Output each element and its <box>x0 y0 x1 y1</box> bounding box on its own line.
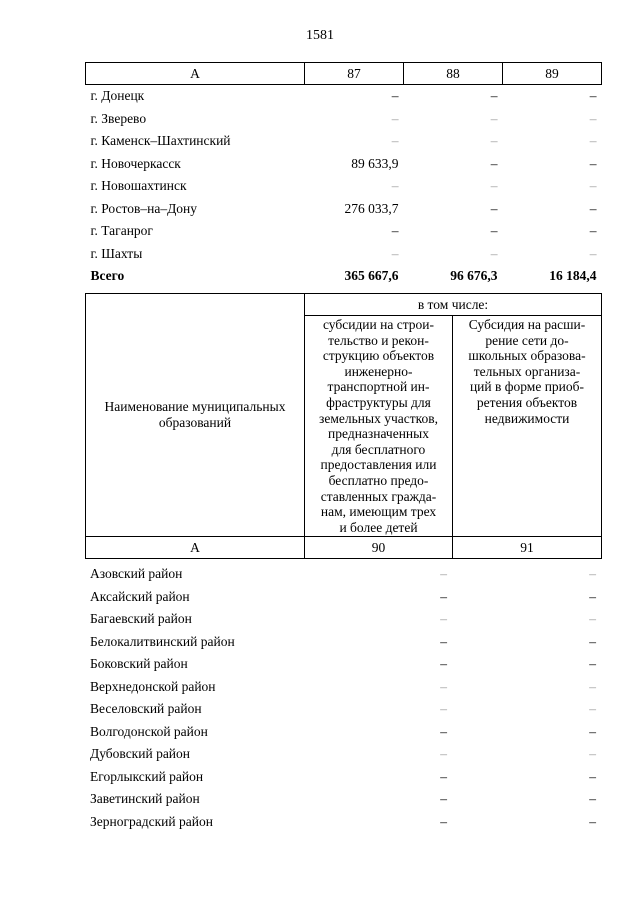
row-value: – <box>391 178 399 194</box>
row-value: – <box>490 178 498 194</box>
table-row <box>85 811 601 834</box>
row-name: Всего <box>90 268 125 284</box>
row-value: – <box>589 791 596 807</box>
row-value: – <box>490 223 498 239</box>
col1-description <box>305 316 453 537</box>
row-value: 16 184,4 <box>549 268 597 284</box>
row-name: Аксайский район <box>90 588 190 604</box>
row-value: – <box>440 566 447 582</box>
table-row <box>86 108 602 131</box>
description-line: нам, имеющим трех <box>320 504 437 520</box>
row-value: – <box>589 768 596 784</box>
description-line: транспортной ин- <box>327 379 430 395</box>
row-name: г. Новошахтинск <box>90 178 187 194</box>
municipality-header <box>86 294 305 537</box>
col-header-90: 90 <box>305 537 453 559</box>
row-name: г. Каменск–Шахтинский <box>90 133 231 149</box>
table-row <box>85 743 601 766</box>
row-value: – <box>490 245 498 261</box>
description-line: тельных организа- <box>473 363 581 379</box>
row-name: г. Таганрог <box>90 223 153 239</box>
description-line: школьных образова- <box>468 348 586 364</box>
row-value: – <box>440 701 447 717</box>
row-value: – <box>490 110 498 126</box>
row-value: 89 633,9 <box>351 155 399 171</box>
description-line: тельство и рекон- <box>328 332 429 348</box>
description-line: земельных участков, <box>319 410 438 426</box>
row-value: – <box>589 611 596 627</box>
row-value: – <box>391 245 399 261</box>
row-value: – <box>440 813 447 829</box>
row-name: Дубовский район <box>90 746 191 762</box>
page-number: 1581 <box>306 28 334 43</box>
row-value: – <box>589 678 596 694</box>
row-value: – <box>589 701 596 717</box>
row-value: – <box>440 768 447 784</box>
row-name: Белокалитвинский район <box>90 633 235 649</box>
row-name: г. Шахты <box>90 245 143 261</box>
description-line: и более детей <box>339 519 418 535</box>
row-value: – <box>589 88 597 104</box>
table-row <box>85 698 601 721</box>
table-row <box>85 586 601 609</box>
row-value: – <box>589 656 596 672</box>
description-line: ций в форме приоб- <box>469 379 585 395</box>
row-value: – <box>589 110 597 126</box>
row-value: – <box>589 245 597 261</box>
description-line: ставленных гражда- <box>320 488 437 504</box>
row-value: – <box>440 633 447 649</box>
table-column-headers <box>85 293 602 559</box>
table-row <box>85 631 601 654</box>
row-value: – <box>440 656 447 672</box>
table-row <box>85 563 601 586</box>
col-header-a: А <box>86 63 305 85</box>
col-header-91: 91 <box>453 537 602 559</box>
col-header-87: 87 <box>305 63 404 85</box>
row-value: – <box>440 723 447 739</box>
row-value: – <box>391 223 399 239</box>
row-value: – <box>589 566 596 582</box>
row-value: 276 033,7 <box>344 200 399 216</box>
description-line: недвижимости <box>484 410 570 426</box>
row-name: Веселовский район <box>90 701 202 717</box>
row-value: – <box>490 155 498 171</box>
row-name: г. Донецк <box>90 88 145 104</box>
table-row <box>86 220 602 243</box>
description-line: Субсидия на расши- <box>468 317 586 332</box>
row-value: – <box>490 133 498 149</box>
row-value: – <box>589 633 596 649</box>
row-value: 96 676,3 <box>450 268 498 284</box>
row-name: Волгодонской район <box>90 723 208 739</box>
table-bottom <box>85 563 601 833</box>
col-header-a: А <box>86 537 305 559</box>
table-row <box>86 130 602 153</box>
row-value: – <box>440 746 447 762</box>
col2-description <box>453 316 602 537</box>
row-value: – <box>440 678 447 694</box>
row-name: Багаевский район <box>90 611 192 627</box>
table-header-row <box>86 63 602 85</box>
description-line: предоставления или <box>320 457 437 473</box>
table-row <box>85 608 601 631</box>
description-line: инженерно- <box>344 363 413 379</box>
description-line: рение сети до- <box>485 332 569 348</box>
row-value: – <box>589 178 597 194</box>
table-row <box>86 198 602 221</box>
row-name: Зерноградский район <box>90 813 213 829</box>
table-row <box>86 85 602 108</box>
description-line: ретения объектов <box>476 394 578 410</box>
table-row <box>86 153 602 176</box>
row-value: – <box>391 133 399 149</box>
row-name: Азовский район <box>90 566 183 582</box>
row-value: – <box>589 588 596 604</box>
description-line: струкцию объектов <box>322 348 435 364</box>
row-value: – <box>589 155 597 171</box>
table-row <box>85 653 601 676</box>
row-value: – <box>589 133 597 149</box>
row-name: г. Новочеркасск <box>90 155 181 171</box>
description-line: бесплатно предо- <box>328 472 429 488</box>
row-name: г. Зверево <box>90 110 147 126</box>
row-name: Егорлыкский район <box>90 768 204 784</box>
table-top <box>85 62 602 288</box>
row-name: Боковский район <box>90 656 188 672</box>
row-value: – <box>440 611 447 627</box>
row-value: – <box>440 588 447 604</box>
table-row <box>85 676 601 699</box>
row-name: Заветинский район <box>90 791 200 807</box>
table-row <box>86 175 602 198</box>
table-row <box>86 243 602 266</box>
row-name: г. Ростов–на–Дону <box>90 200 198 216</box>
description-line: фраструктуры для <box>326 394 431 410</box>
row-value: 365 667,6 <box>344 268 399 284</box>
table-row <box>85 721 601 744</box>
col-header-89: 89 <box>503 63 602 85</box>
table-row <box>85 788 601 811</box>
row-value: – <box>589 200 597 216</box>
row-value: – <box>440 791 447 807</box>
row-name: Верхнедонской район <box>90 678 216 694</box>
col-header-88: 88 <box>404 63 503 85</box>
including-header: в том числе: <box>305 294 602 316</box>
row-value: – <box>589 813 596 829</box>
row-value: – <box>490 200 498 216</box>
table-row <box>85 766 601 789</box>
description-line: предназначенных <box>328 426 429 442</box>
row-value: – <box>589 746 596 762</box>
row-value: – <box>589 223 597 239</box>
row-value: – <box>490 88 498 104</box>
description-line: субсидии на строи- <box>322 317 435 332</box>
description-line: для бесплатного <box>331 441 426 457</box>
row-value: – <box>391 88 399 104</box>
total-row <box>86 265 602 288</box>
row-value: – <box>391 110 399 126</box>
municipality-header-text: Наименование муниципальных образований <box>104 399 286 431</box>
row-value: – <box>589 723 596 739</box>
